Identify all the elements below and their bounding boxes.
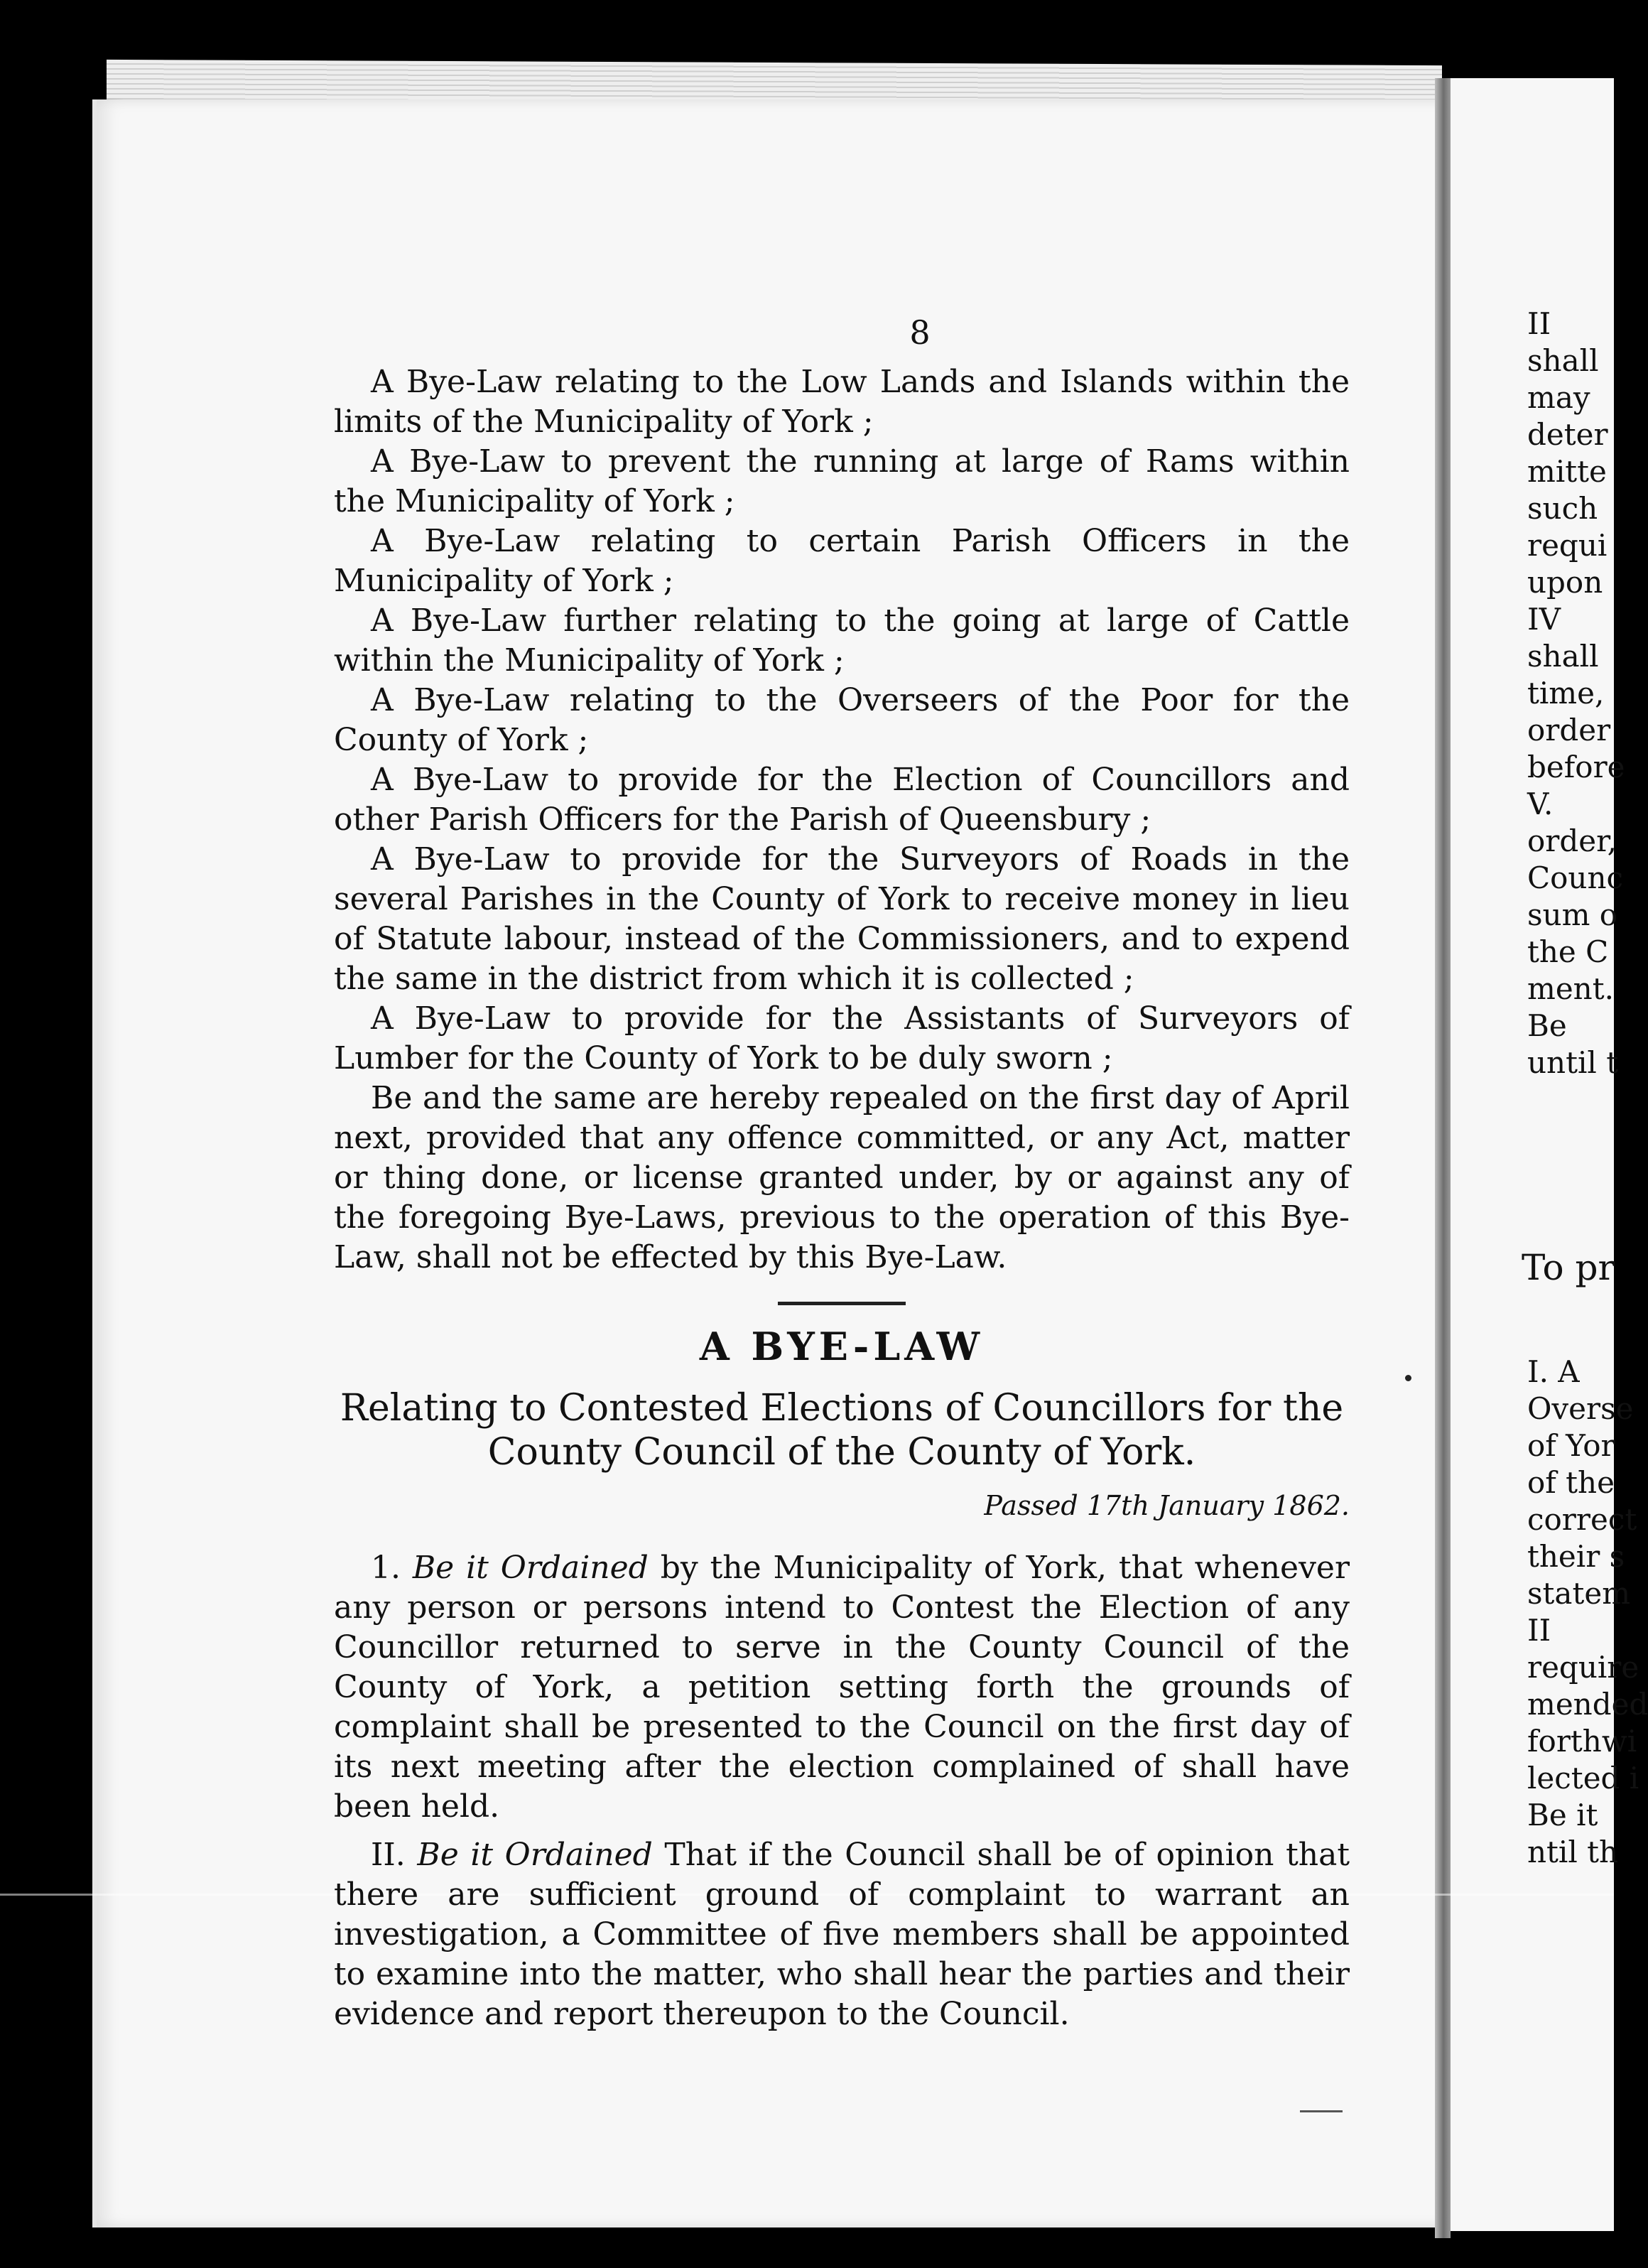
facing-line: Overse <box>1527 1391 1634 1426</box>
facing-line: of Yor <box>1527 1428 1615 1463</box>
facing-page-fragment-top <box>1527 306 1625 1081</box>
facing-line: may <box>1527 380 1590 415</box>
facing-line: deter <box>1527 417 1608 452</box>
facing-line: order <box>1527 713 1611 747</box>
paragraph-body: by the Municipality of York, that whenever any person or persons intend to Contest the Election of any Councillor returned to serve in the County Council of the County of York, a petition setting forth the grounds of complaint shall be presented to the Council on the first day of its next meeting after the election complained of shall have been held. <box>334 1550 1350 1825</box>
facing-line: II <box>1527 1613 1551 1648</box>
repeal-clause: Be and the same are hereby repealed on the first day of April next, provided that any offence committed, or any Act, matter or thing done, or license granted under, by or against any of the foregoing Bye-Laws, previous to the operation of this Bye-Law, shall not be effected by this Bye-Law. <box>334 1080 1350 1275</box>
paragraph-1 <box>334 1548 1350 1827</box>
facing-line: statem <box>1527 1576 1631 1611</box>
bye-law-entry: A Bye-Law relating to the Overseers of the Poor for the County of York ; <box>334 682 1350 758</box>
ink-dash <box>1300 2110 1343 2112</box>
facing-line: I. A <box>1527 1354 1580 1389</box>
facing-line: Counc <box>1527 860 1624 895</box>
facing-line: such <box>1527 491 1598 526</box>
facing-line: shall <box>1527 639 1599 674</box>
paragraph-emphasis: Be it Ordained <box>417 1837 653 1873</box>
bye-law-entry: A Bye-Law to prevent the running at large of Rams within the Municipality of York ; <box>334 443 1350 519</box>
facing-line: V. <box>1527 787 1554 821</box>
bye-law-entry: A Bye-Law to provide for the Election of Councillors and other Parish Officers for the Parish of Queensbury ; <box>334 762 1350 838</box>
bye-law-entry: A Bye-Law further relating to the going at large of Cattle within the Municipality of York ; <box>334 603 1350 679</box>
paragraph-number: 1. <box>371 1550 413 1586</box>
passed-date: Passed 17th January 1862. <box>984 1490 1350 1521</box>
paragraph-emphasis: Be it Ordained <box>412 1550 649 1586</box>
bye-law-entry: A Bye-Law relating to certain Parish Officers in the Municipality of York ; <box>334 523 1350 599</box>
facing-line: sum o <box>1527 897 1618 932</box>
facing-line: upon <box>1527 565 1603 600</box>
section-subtitle: Relating to Contested Elections of Councillors for the County Council of the County of York. <box>340 1387 1344 1474</box>
facing-page-fragment-bottom <box>1527 1354 1648 1871</box>
facing-page-heading: To pr <box>1522 1247 1615 1288</box>
paragraph-number: II. <box>371 1837 418 1873</box>
facing-line: lected i <box>1527 1761 1639 1796</box>
facing-line: ntil th <box>1527 1835 1619 1869</box>
facing-line: IV <box>1527 602 1561 637</box>
facing-line: their s <box>1527 1539 1625 1574</box>
facing-line: Be <box>1527 1008 1567 1043</box>
facing-line: shall <box>1527 343 1599 378</box>
facing-line: of the <box>1527 1465 1615 1500</box>
paragraph-body: That if the Council shall be of opinion that there are sufficient ground of complaint to warrant an investigation, a Committee of five members shall be appointed to examine into the matter, who shall hear the parties and their evidence and report thereupon to the Council. <box>334 1837 1350 2032</box>
facing-line: before <box>1527 750 1625 784</box>
page-edges <box>107 60 1442 105</box>
bye-law-entry: A Bye-Law relating to the Low Lands and Islands within the limits of the Municipality of York ; <box>334 364 1350 440</box>
bye-law-entry: A Bye-Law to provide for the Assistants of Surveyors of Lumber for the County of York to be duly sworn ; <box>334 1000 1350 1076</box>
facing-line: forthwi <box>1527 1724 1637 1759</box>
ink-dot <box>1405 1375 1411 1381</box>
page-number: 8 <box>909 313 931 352</box>
facing-line: Be it <box>1527 1798 1598 1832</box>
facing-line: mended <box>1527 1687 1648 1722</box>
facing-line: mitte <box>1527 454 1607 489</box>
facing-line: until t <box>1527 1045 1619 1080</box>
facing-line: time, <box>1527 676 1605 711</box>
facing-line: requi <box>1527 528 1608 563</box>
section-divider <box>778 1302 906 1305</box>
bye-law-entry: A Bye-Law to provide for the Surveyors of Roads in the several Parishes in the County of York to receive money in lieu of Statute labour, instead of the Commissioners, and to expend the same in the district from which it is collected ; <box>334 841 1350 997</box>
paragraph-2 <box>334 1835 1350 2034</box>
facing-line: the C <box>1527 934 1609 969</box>
left-page-text <box>334 313 1350 2043</box>
facing-line: ment. <box>1527 971 1614 1006</box>
facing-line: require <box>1527 1650 1639 1685</box>
facing-line: order, <box>1527 824 1617 858</box>
facing-line: correct <box>1527 1502 1637 1537</box>
section-heading: A BYE-LAW <box>699 1324 985 1369</box>
book-gutter <box>1435 78 1451 2238</box>
facing-line: II <box>1527 306 1551 341</box>
